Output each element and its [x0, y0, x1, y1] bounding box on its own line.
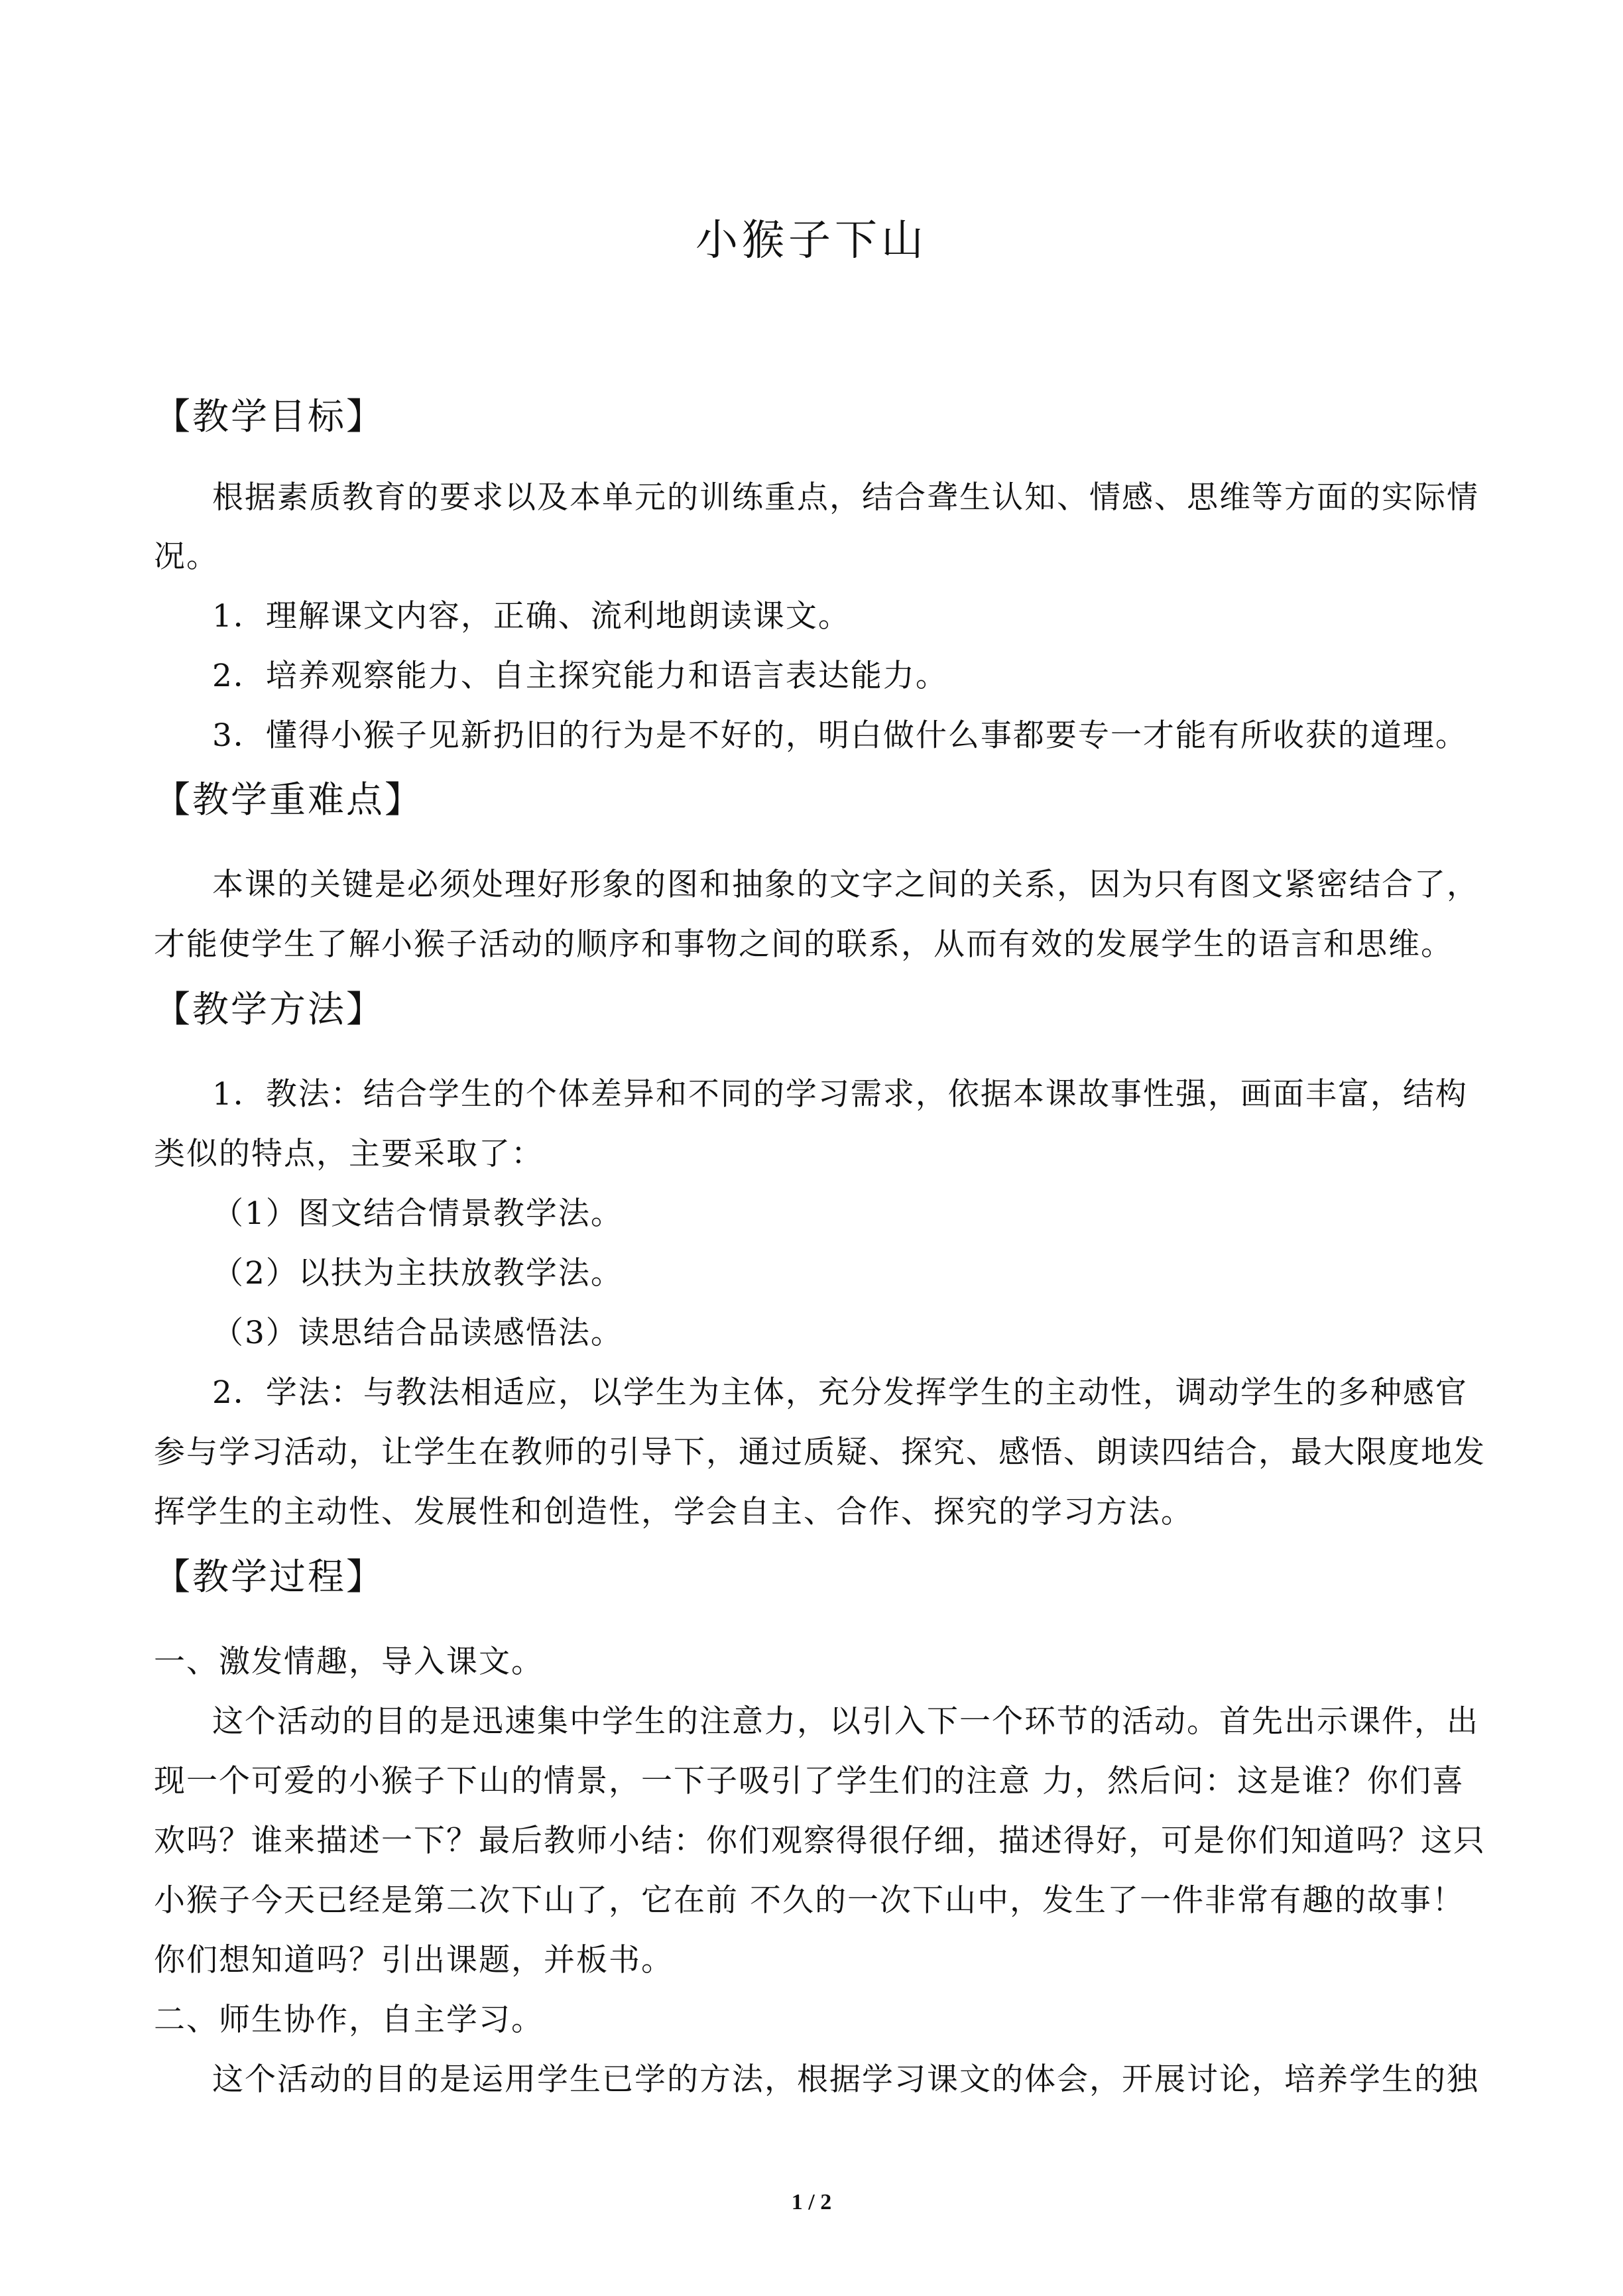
key-points-line-2: 才能使学生了解小猴子活动的顺序和事物之间的联系，从而有效的发展学生的语言和思维。	[154, 926, 1453, 963]
process-step-1-line-2: 现一个可爱的小猴子下山的情景，一下子吸引了学生们的注意 力，然后问：这是谁？你们喜	[154, 1763, 1465, 1799]
methods-sub-item-2: （2）以扶为主扶放教学法。	[212, 1255, 623, 1292]
process-step-2-line-1: 这个活动的目的是运用学生已学的方法，根据学习课文的体会，开展讨论，培养学生的独	[212, 2061, 1479, 2098]
methods-teaching-line-2: 类似的特点，主要采取了：	[154, 1136, 544, 1172]
methods-learning-line-2: 参与学习活动，让学生在教师的引导下，通过质疑、探究、感悟、朗读四结合，最大限度地发	[154, 1434, 1486, 1471]
process-step-1-line-4: 小猴子今天已经是第二次下山了，它在前 不久的一次下山中，发生了一件非常有趣的故事！	[154, 1882, 1465, 1919]
objectives-item-3: 3．懂得小猴子见新扔旧的行为是不好的，明白做什么事都要专一才能有所收获的道理。	[212, 717, 1468, 754]
document-title: 小猴子下山	[695, 216, 928, 265]
section-heading-methods: 【教学方法】	[154, 988, 385, 1030]
key-points-line-1: 本课的关键是必须处理好形象的图和抽象的文字之间的关系，因为只有图文紧密结合了，	[212, 867, 1479, 903]
page-number: 1 / 2	[791, 2190, 832, 2214]
methods-sub-item-1: （1）图文结合情景教学法。	[212, 1195, 623, 1232]
objectives-item-1: 1．理解课文内容，正确、流利地朗读课文。	[212, 598, 851, 634]
objectives-intro-line-1: 根据素质教育的要求以及本单元的训练重点，结合聋生认知、情感、思维等方面的实际情	[212, 479, 1479, 516]
section-heading-key-points: 【教学重难点】	[154, 778, 424, 821]
objectives-item-2: 2．培养观察能力、自主探究能力和语言表达能力。	[212, 658, 948, 694]
methods-sub-item-3: （3）读思结合品读感悟法。	[212, 1315, 623, 1351]
process-step-1-title: 一、激发情趣，导入课文。	[154, 1644, 544, 1680]
methods-learning-line-3: 挥学生的主动性、发展性和创造性，学会自主、合作、探究的学习方法。	[154, 1494, 1193, 1530]
process-step-1-line-1: 这个活动的目的是迅速集中学生的注意力，以引入下一个环节的活动。首先出示课件，出	[212, 1703, 1479, 1740]
objectives-intro-line-2: 况。	[154, 538, 219, 575]
methods-learning-line-1: 2．学法：与教法相适应，以学生为主体，充分发挥学生的主动性，调动学生的多种感官	[212, 1374, 1468, 1411]
section-heading-process: 【教学过程】	[154, 1555, 385, 1598]
process-step-1-line-5: 你们想知道吗？引出课题，并板书。	[154, 1942, 674, 1978]
section-heading-objectives: 【教学目标】	[154, 395, 385, 438]
process-step-2-title: 二、师生协作，自主学习。	[154, 2002, 544, 2038]
process-step-1-line-3: 欢吗？谁来描述一下？最后教师小结：你们观察得很仔细，描述得好，可是你们知道吗？这只	[154, 1823, 1486, 1859]
methods-teaching-line-1: 1．教法：结合学生的个体差异和不同的学习需求，依据本课故事性强，画面丰富，结构	[212, 1076, 1468, 1113]
